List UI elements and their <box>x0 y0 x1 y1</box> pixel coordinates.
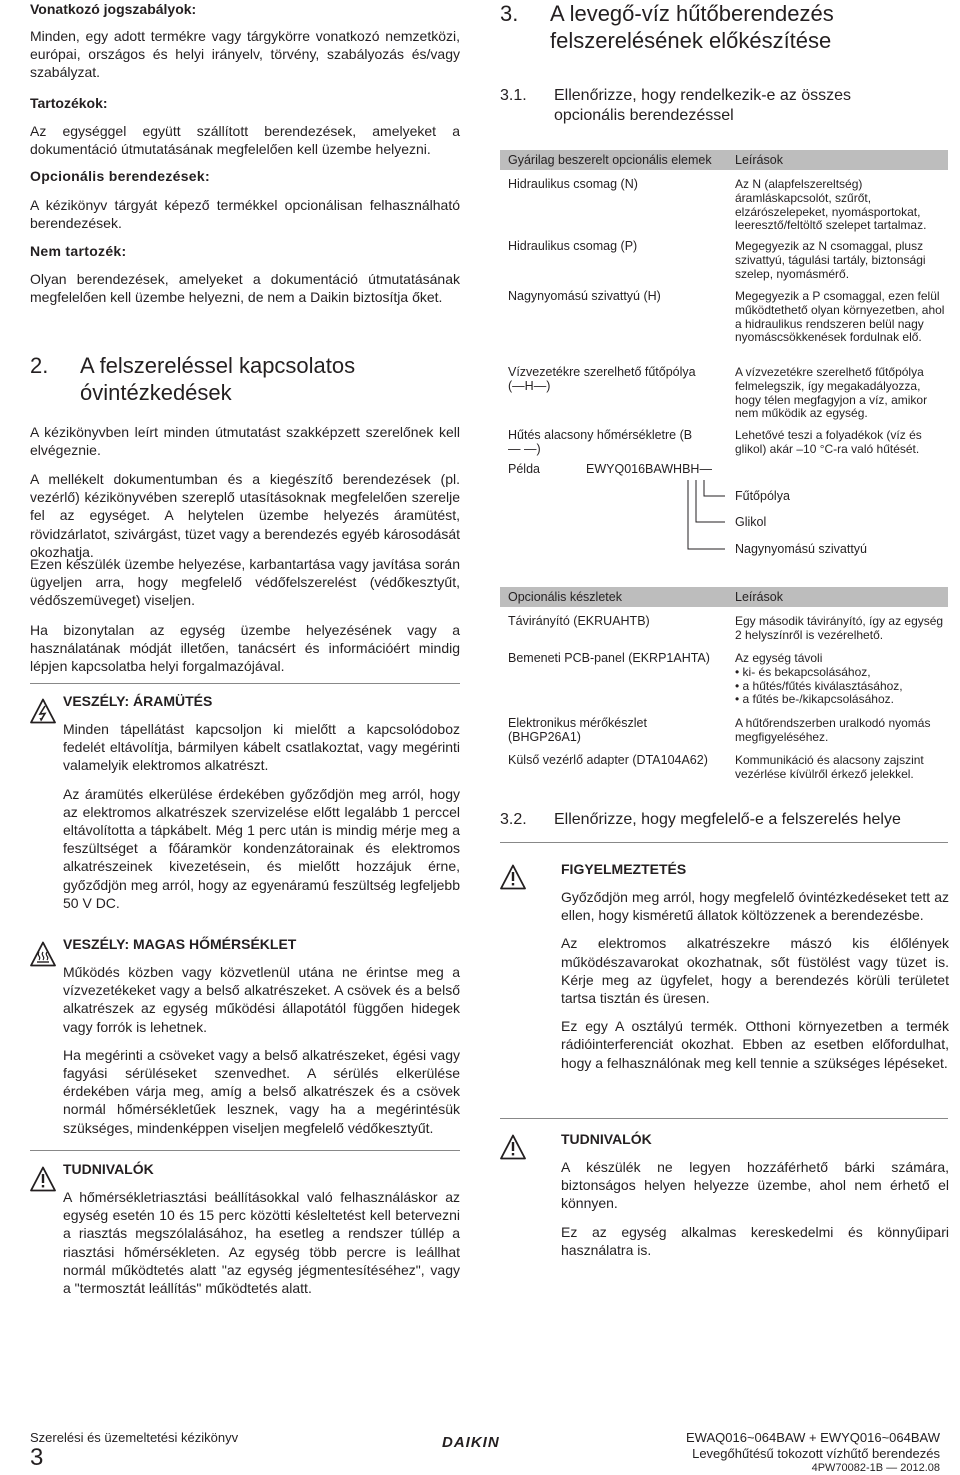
footer-models: EWAQ016~064BAW + EWYQ016~064BAW <box>686 1430 940 1445</box>
section-2-title: A felszereléssel kapcsolatos óvintézkedések <box>80 353 356 405</box>
table-row <box>500 652 948 707</box>
example-code: EWYQ016BAWHBH— <box>586 462 712 476</box>
footer-subtitle: Levegőhűtésű tokozott vízhűtő berendezés <box>692 1446 940 1461</box>
note-access-title: TUDNIVALÓK <box>561 1131 652 1147</box>
para-tartozekok: Az egységgel együtt szállított berendezések, amelyeket a dokumentáció útmutatásának megfelelően kell üzembe helyezni. <box>30 123 460 158</box>
example-label-glycol: Glikol <box>735 515 767 529</box>
optional-kits-header <box>500 587 948 607</box>
footer-doc-number: 4PW70082-1B — 2012.08 <box>811 1462 940 1474</box>
footer-page-number: 3 <box>30 1444 44 1471</box>
heading-jogszabalyok: Vonatkozó jogszabályok: <box>30 1 197 17</box>
section-3-1-heading <box>500 86 940 126</box>
table-cell-desc <box>727 652 948 707</box>
factory-options-table <box>500 150 948 456</box>
table-row <box>500 429 948 457</box>
heading-tartozekok: Tartozékok: <box>30 95 108 111</box>
note-temperature-title: TUDNIVALÓK <box>63 1161 154 1177</box>
note-access <box>500 1130 948 1259</box>
note-temperature-text: A hőmérsékletriasztási beállításokkal való felhasználáskor az egység esetén 10 és 15 perc közötti késleltetést kell betervezni a riasztás megszólalásához, ha esetleg a rendszer túllép a riasztási hőmérsékleten. Az egység több percre is leállhat normál működtetés alatt "az egység jégmentesítéséhez", vagy a "termosztát leállítás" működtetés alatt. <box>63 1189 460 1297</box>
table-cell-item: Nagynyomású szivattyú (H) <box>508 289 661 303</box>
factory-options-header <box>500 150 948 170</box>
list-item: • a hűtés/fűtés kiválasztásához, <box>735 680 948 694</box>
table-row <box>500 178 948 233</box>
section-3-title: A levegő-víz hűtőberendezés felszerelésének előkészítése <box>550 1 834 53</box>
model-code-example <box>500 462 940 562</box>
daikin-logo: DAIKIN <box>442 1434 500 1451</box>
warning-electric-text-1: Minden tápellátást kapcsoljon ki mielőtt a kapcsolódoboz fedelét eltávolítja, bármilyen kábelt csatlakoztat, vagy megérinti valamelyik elektromos alkatrészt. <box>63 721 460 774</box>
list-item: • ki- és bekapcsolásához, <box>735 666 948 680</box>
table-cell-desc: Megegyezik az N csomaggal, plusz szivattyú, tágulási tartály, biztonsági szelep, nyomásmérő. <box>735 239 926 281</box>
section-3-1-title: Ellenőrizze, hogy rendelkezik-e az összes opcionális berendezéssel <box>554 87 852 124</box>
table-cell-item: Hűtés alacsony hőmérsékletre (B— —) <box>508 428 693 456</box>
table-cell-desc: Kommunikáció és alacsony zajszint vezérlése kívülről érkező jelekkel. <box>735 753 924 781</box>
table-row <box>500 615 948 643</box>
warning-hot-title: VESZÉLY: MAGAS HŐMÉRSÉKLET <box>63 936 297 952</box>
section-3-2-title: Ellenőrizze, hogy megfelelő-e a felszerelés helye <box>554 811 901 828</box>
table-row <box>500 290 948 345</box>
warning-animals-title: FIGYELMEZTETÉS <box>561 861 687 877</box>
factory-options-header-item: Gyárilag beszerelt opcionális elemek <box>508 153 712 167</box>
table-cell-item: Bemeneti PCB-panel (EKRP1AHTA) <box>508 651 710 665</box>
rule-left-1 <box>30 683 460 684</box>
table-cell-item: Külső vezérlő adapter (DTA104A62) <box>508 753 708 767</box>
table-row <box>500 754 948 782</box>
warning-animals-text-1: Győződjön meg arról, hogy megfelelő óvintézkedéseket tett az ellen, hogy kisméretű állatok költözzenek a berendezésbe. <box>561 889 949 924</box>
table-cell-desc: Az N (alapfelszereltség) áramláskapcsolót, szűrőt, elzárószelepeket, nyomásportokat, leeresztő/feltöltő szelepet tartalmaz. <box>735 177 927 233</box>
table-cell-desc: Egy második távirányító, így az egység 2 helyszínről is vezérelhető. <box>735 614 944 642</box>
para-ezen-keszulek: Ezen készülék üzembe helyezése, karbantartása vagy javítása során ügyeljen arra, hogy megfelelő védőfelszerelést (védőkesztyűt, védőszemüveget) viseljen. <box>30 556 460 609</box>
note-temperature <box>30 1160 460 1297</box>
list-item: • a fűtés be-/kikapcsolásához. <box>735 693 948 707</box>
example-label-heater: Fűtőpólya <box>735 489 790 503</box>
table-row <box>500 717 948 745</box>
warning-electric <box>30 692 460 912</box>
note-access-text-1: A készülék ne legyen hozzáférhető bárki számára, biztonságos helyen helyezze üzembe, ahol nem érhető el könnyen. <box>561 1159 949 1212</box>
heading-nem-tartozek: Nem tartozék: <box>30 243 127 259</box>
footer-manual-title: Szerelési és üzemeltetési kézikönyv <box>30 1430 239 1445</box>
table-cell-item: Hidraulikus csomag (P) <box>508 239 638 253</box>
table-cell-desc: Lehetővé teszi a folyadékok (víz és glikol) akár –10 °C-ra való hűtését. <box>735 428 922 456</box>
para-jogszabalyok: Minden, egy adott termékre vagy tárgykörre vonatkozó nemzetközi, európai, országos és helyi irányelv, törvény, szabályozás és/vagy szabályzat. <box>30 28 460 81</box>
section-2-number: 2. <box>30 353 49 378</box>
warning-electric-text-2: Az áramütés elkerülése érdekében győződjön meg arról, hogy az elektromos alkatrészek szervizelése előtt legalább 1 perccel eltávolította a tápkábelt. Még 1 perc után is mindig mérje meg a feszültséget a főáramkör kondenzátorainak és elektromos alkatrészeinek kivezetésein, és mielőtt hozzájuk érne, győződjön meg arról, hogy az egyenáramú feszültség legfeljebb 50 V DC. <box>63 785 460 911</box>
table-cell-desc: A hűtőrendszerben uralkodó nyomás megfigyeléséhez. <box>735 716 931 744</box>
warning-hot <box>30 935 460 1137</box>
section-3-1-number: 3.1. <box>500 87 527 104</box>
table-cell-item: Távirányító (EKRUAHTB) <box>508 614 650 628</box>
warning-electric-title: VESZÉLY: ÁRAMÜTÉS <box>63 693 213 709</box>
rule-left-2 <box>30 1150 460 1151</box>
table-cell-desc: Megegyezik a P csomaggal, ezen felül működtethető olyan környezetben, ahol a hidraulikus rendszeren belül nagy nyomáscsökkenések fordulnak elő. <box>735 289 945 345</box>
warning-triangle-icon <box>500 864 526 890</box>
table-cell-desc: A vízvezetékre szerelhető fűtőpólya felmelegszik, így megakadályozza, hogy télen megfagyjon a víz, amikor nem működik az egység. <box>735 365 928 421</box>
para-mellekelt: A mellékelt dokumentumban és a kiegészítő berendezések (pl. vezérlő) kézikönyvében szereplő utasításoknak megfelelően szerelje fel az egységet. A helytelen üzembe helyezés áramütést, rövidzárlatot, szivárgást, tüzet vagy a berendezés egyéb károsodását okozhatja. <box>30 471 460 560</box>
electric-hazard-icon <box>30 698 56 724</box>
table-cell-item: Elektronikus mérőkészlet (BHGP26A1) <box>508 716 647 744</box>
table-cell-item: Hidraulikus csomag (N) <box>508 177 638 191</box>
table-cell-desc-intro: Az egység távoli <box>735 651 823 665</box>
example-label: Példa <box>508 462 540 476</box>
note-access-text-2: Ez az egység alkalmas kereskedelmi és könnyűipari használatra is. <box>561 1223 949 1258</box>
warning-animals-text-2: Az elektromos alkatrészekre mászó kis élőlények működészavarokat okozhatnak, sőt füstölést vagy tüzet is. Kérje meg az ügyfelet, hogy a berendezés körüli területet tartsa tisztán és üresen. <box>561 935 949 1007</box>
section-3-2-heading <box>500 810 948 830</box>
para-opcionalis: A kézikönyv tárgyát képező termékkel opcionálisan felhasználható berendezések. <box>30 197 460 232</box>
optional-kits-header-item: Opcionális készletek <box>508 590 622 604</box>
rule-right-1 <box>500 842 948 843</box>
section-2-heading <box>30 352 460 406</box>
example-leader-lines <box>500 462 940 562</box>
warning-animals <box>500 860 948 1072</box>
table-cell-item: Vízvezetékre szerelhető fűtőpólya (—H—) <box>508 365 696 393</box>
warning-animals-text-3: Ez egy A osztályú termék. Otthoni környezetben a termék rádióinterferenciát okozhat. Ebben az esetben előfordulhat, hogy a felhasználónak meg kell tennie a szükséges lépéseket. <box>561 1018 949 1071</box>
warning-triangle-icon <box>500 1134 526 1160</box>
optional-kits-header-desc: Leírások <box>735 590 783 604</box>
rule-right-2 <box>500 1118 948 1119</box>
para-bizonytalan: Ha bizonytalan az egység üzembe helyezésének vagy a használatának módját illetően, tanácsért és információért mindig lépjen kapcsolatba helyi forgalmazójával. <box>30 622 460 675</box>
section-3-number: 3. <box>500 1 519 26</box>
optional-kits-table <box>500 587 948 781</box>
factory-options-header-desc: Leírások <box>735 153 783 167</box>
section-3-2-number: 3.2. <box>500 811 527 828</box>
para-kezikonyv: A kézikönyvben leírt minden útmutatást szakképzett szerelőnek kell elvégeznie. <box>30 424 460 459</box>
table-row <box>500 366 948 421</box>
warning-hot-text-2: Ha megérinti a csöveket vagy a belső alkatrészeket, égési vagy fagyási sérüléseket szenvedhet. A sérülés elkerülése érdekében várja meg, amíg a belső alkatrészek és a csövek normál hőmérsékletűek lesznek, vagy ha a megérintésük szükséges, mindenképpen viseljen megfelelő védőkesztyűt. <box>63 1046 460 1136</box>
table-row <box>500 240 948 281</box>
heading-opcionalis: Opcionális berendezések: <box>30 168 210 184</box>
section-3-heading <box>500 0 940 54</box>
hot-surface-icon <box>30 941 56 967</box>
warning-triangle-icon <box>30 1166 56 1192</box>
para-nem-tartozek: Olyan berendezések, amelyeket a dokumentáció útmutatásának megfelelően kell üzembe helyezni, de nem a Daikin biztosítja őket. <box>30 271 460 306</box>
warning-hot-text-1: Működés közben vagy közvetlenül utána ne érintse meg a vízvezetékeket vagy a belső alkatrészeket. A csövek és a belső alkatrészek az egység működési állapotától függően hidegek vagy forrók is lehetnek. <box>63 964 460 1035</box>
example-label-pump: Nagynyomású szivattyú <box>735 542 868 556</box>
